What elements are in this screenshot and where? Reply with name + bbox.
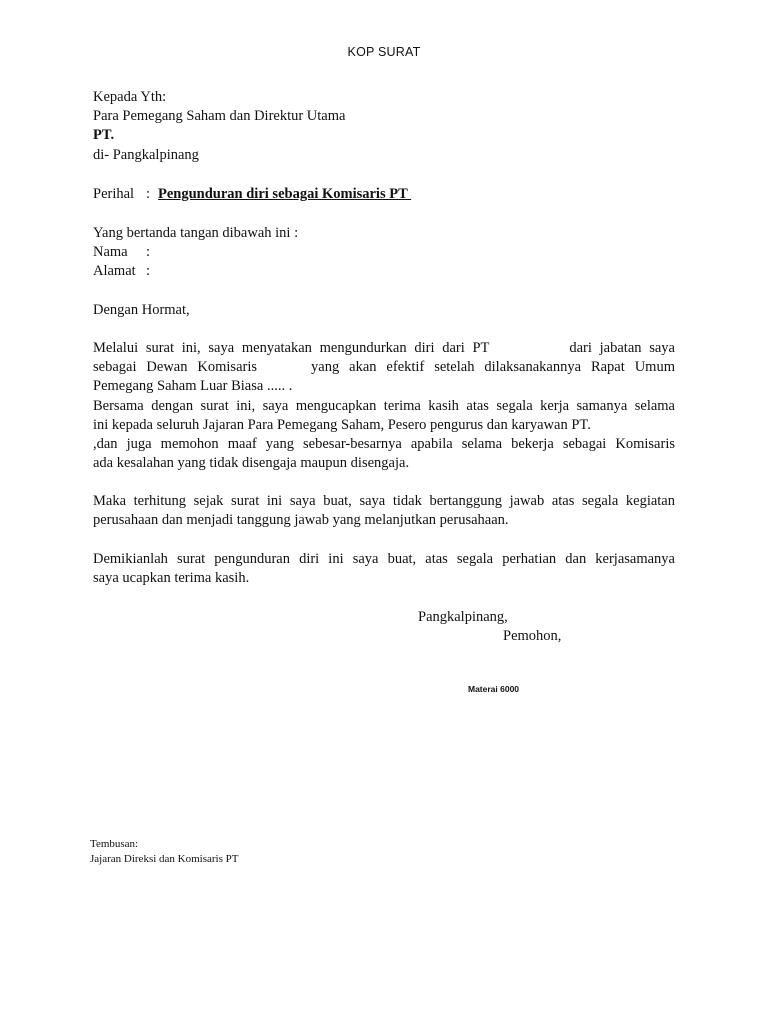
recipient-company: PT. bbox=[93, 127, 115, 143]
recipient-salutation: Kepada Yth: bbox=[93, 89, 167, 105]
subject-line bbox=[93, 185, 411, 204]
paragraph-line: perusahaan dan menjadi tanggung jawab yang melanjutkan perusahaan. bbox=[93, 512, 509, 529]
paragraph-line bbox=[93, 358, 675, 377]
name-label: Nama bbox=[93, 244, 128, 260]
paragraph-line: ,dan juga memohon maaf yang sebesar-besarnya apabila selama bekerja sebagai Komisaris bbox=[93, 436, 675, 453]
stamp-duty-label: Materai 6000 bbox=[468, 684, 520, 694]
body-paragraph-3 bbox=[93, 492, 675, 530]
cc-recipients: Jajaran Direksi dan Komisaris PT bbox=[90, 853, 239, 865]
cc-label: Tembusan: bbox=[90, 838, 139, 850]
paragraph-line: ada kesalahan yang tidak disengaja maupun disengaja. bbox=[93, 455, 410, 472]
greeting: Dengan Hormat, bbox=[93, 302, 190, 318]
paragraph-text: dari jabatan saya bbox=[569, 340, 675, 356]
name-colon: : bbox=[146, 244, 151, 260]
paragraph-line: Bersama dengan surat ini, saya mengucapkan terima kasih atas segala kerja samanya selama bbox=[93, 397, 675, 414]
subject-label: Perihal bbox=[93, 186, 135, 202]
paragraph-line: Demikianlah surat pengunduran diri ini saya buat, atas segala perhatian dan kerjasamanya bbox=[93, 551, 675, 567]
body-paragraph-1 bbox=[93, 339, 675, 473]
subject-value: Pengunduran diri sebagai Komisaris PT bbox=[158, 186, 412, 202]
paragraph-line: saya ucapkan terima kasih. bbox=[93, 570, 250, 587]
signature-place: Pangkalpinang, bbox=[418, 609, 508, 625]
subject-colon: : bbox=[146, 186, 151, 202]
paragraph-line bbox=[93, 339, 675, 358]
paragraph-line: Maka terhitung sejak surat ini saya buat, saya tidak bertanggung jawab atas segala kegiatan bbox=[93, 493, 675, 509]
paragraph-text: sebagai Dewan Komisaris bbox=[93, 359, 258, 376]
paragraph-text: yang akan efektif setelah dilaksanakannya Rapat Umum bbox=[311, 359, 675, 376]
recipient-location: di- Pangkalpinang bbox=[93, 147, 199, 163]
signature-role: Pemohon, bbox=[503, 628, 562, 644]
identity-intro: Yang bertanda tangan dibawah ini : bbox=[93, 225, 299, 241]
identity-address-row bbox=[93, 262, 150, 281]
identity-name-row bbox=[93, 243, 150, 262]
body-paragraph-4 bbox=[93, 550, 675, 588]
address-colon: : bbox=[146, 263, 151, 279]
letterhead-title: KOP SURAT bbox=[347, 45, 421, 59]
address-label: Alamat bbox=[93, 263, 136, 279]
paragraph-line: ini kepada seluruh Jajaran Para Pemegang Saham, Pesero pengurus dan karyawan PT. bbox=[93, 416, 591, 433]
paragraph-line: Pemegang Saham Luar Biasa ..... . bbox=[93, 378, 293, 395]
recipient-line: Para Pemegang Saham dan Direktur Utama bbox=[93, 108, 346, 124]
paragraph-text: Melalui surat ini, saya menyatakan mengundurkan diri dari PT bbox=[93, 340, 490, 356]
